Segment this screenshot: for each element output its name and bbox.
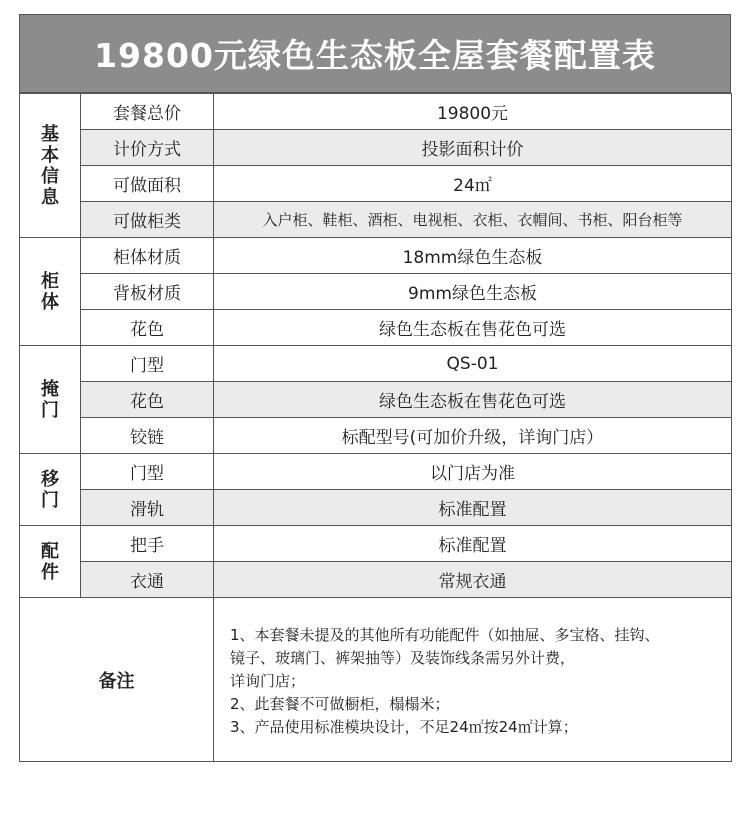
table-row bbox=[20, 526, 732, 562]
row-label: 可做面积 bbox=[81, 166, 214, 202]
row-value: QS-01 bbox=[214, 346, 732, 382]
row-value: 常规衣通 bbox=[214, 562, 732, 598]
row-value: 绿色生态板在售花色可选 bbox=[214, 382, 732, 418]
table-row bbox=[20, 310, 732, 346]
row-label: 门型 bbox=[81, 454, 214, 490]
row-label: 可做柜类 bbox=[81, 202, 214, 238]
row-value: 入户柜、鞋柜、酒柜、电视柜、衣柜、衣帽间、书柜、阳台柜等 bbox=[214, 202, 732, 238]
row-label: 门型 bbox=[81, 346, 214, 382]
row-value: 19800元 bbox=[214, 94, 732, 130]
row-label: 把手 bbox=[81, 526, 214, 562]
note-line: 3、产品使用标准模块设计，不足24㎡按24㎡计算； bbox=[230, 718, 578, 736]
group-basic-info: 基本信息 bbox=[20, 94, 81, 238]
table-row bbox=[20, 346, 732, 382]
table-row bbox=[20, 238, 732, 274]
note-line: 2、此套餐不可做橱柜，榻榻米； bbox=[230, 695, 450, 713]
row-label: 花色 bbox=[81, 310, 214, 346]
table-row bbox=[20, 94, 732, 130]
notes-body bbox=[214, 598, 732, 762]
table-row bbox=[20, 130, 732, 166]
group-cabinet-body: 柜体 bbox=[20, 238, 81, 346]
row-value: 18mm绿色生态板 bbox=[214, 238, 732, 274]
notes-row bbox=[20, 598, 732, 762]
row-value: 9mm绿色生态板 bbox=[214, 274, 732, 310]
row-label: 柜体材质 bbox=[81, 238, 214, 274]
config-sheet bbox=[19, 14, 731, 762]
row-label: 背板材质 bbox=[81, 274, 214, 310]
table-row bbox=[20, 166, 732, 202]
table-row bbox=[20, 490, 732, 526]
note-line: 1、本套餐未提及的其他所有功能配件（如抽屉、多宝格、挂钩、 bbox=[230, 626, 660, 644]
row-label: 铰链 bbox=[81, 418, 214, 454]
row-label: 花色 bbox=[81, 382, 214, 418]
row-value: 投影面积计价 bbox=[214, 130, 732, 166]
table-row bbox=[20, 454, 732, 490]
row-label: 衣通 bbox=[81, 562, 214, 598]
group-accessories: 配件 bbox=[20, 526, 81, 598]
row-value: 标配型号(可加价升级，详询门店） bbox=[214, 418, 732, 454]
table-row bbox=[20, 202, 732, 238]
row-label: 滑轨 bbox=[81, 490, 214, 526]
config-table bbox=[19, 93, 732, 762]
group-sliding-door: 移门 bbox=[20, 454, 81, 526]
group-hinged-door: 掩门 bbox=[20, 346, 81, 454]
table-row bbox=[20, 418, 732, 454]
note-line: 详询门店； bbox=[230, 672, 306, 690]
table-row bbox=[20, 382, 732, 418]
row-value: 绿色生态板在售花色可选 bbox=[214, 310, 732, 346]
row-value: 24㎡ bbox=[214, 166, 732, 202]
table-row bbox=[20, 562, 732, 598]
sheet-title: 19800元绿色生态板全屋套餐配置表 bbox=[19, 14, 731, 93]
row-value: 标准配置 bbox=[214, 526, 732, 562]
note-line: 镜子、玻璃门、裤架抽等）及装饰线条需另外计费， bbox=[230, 649, 576, 667]
row-label: 套餐总价 bbox=[81, 94, 214, 130]
row-value: 以门店为准 bbox=[214, 454, 732, 490]
row-value: 标准配置 bbox=[214, 490, 732, 526]
notes-label: 备注 bbox=[20, 598, 214, 762]
row-label: 计价方式 bbox=[81, 130, 214, 166]
table-row bbox=[20, 274, 732, 310]
